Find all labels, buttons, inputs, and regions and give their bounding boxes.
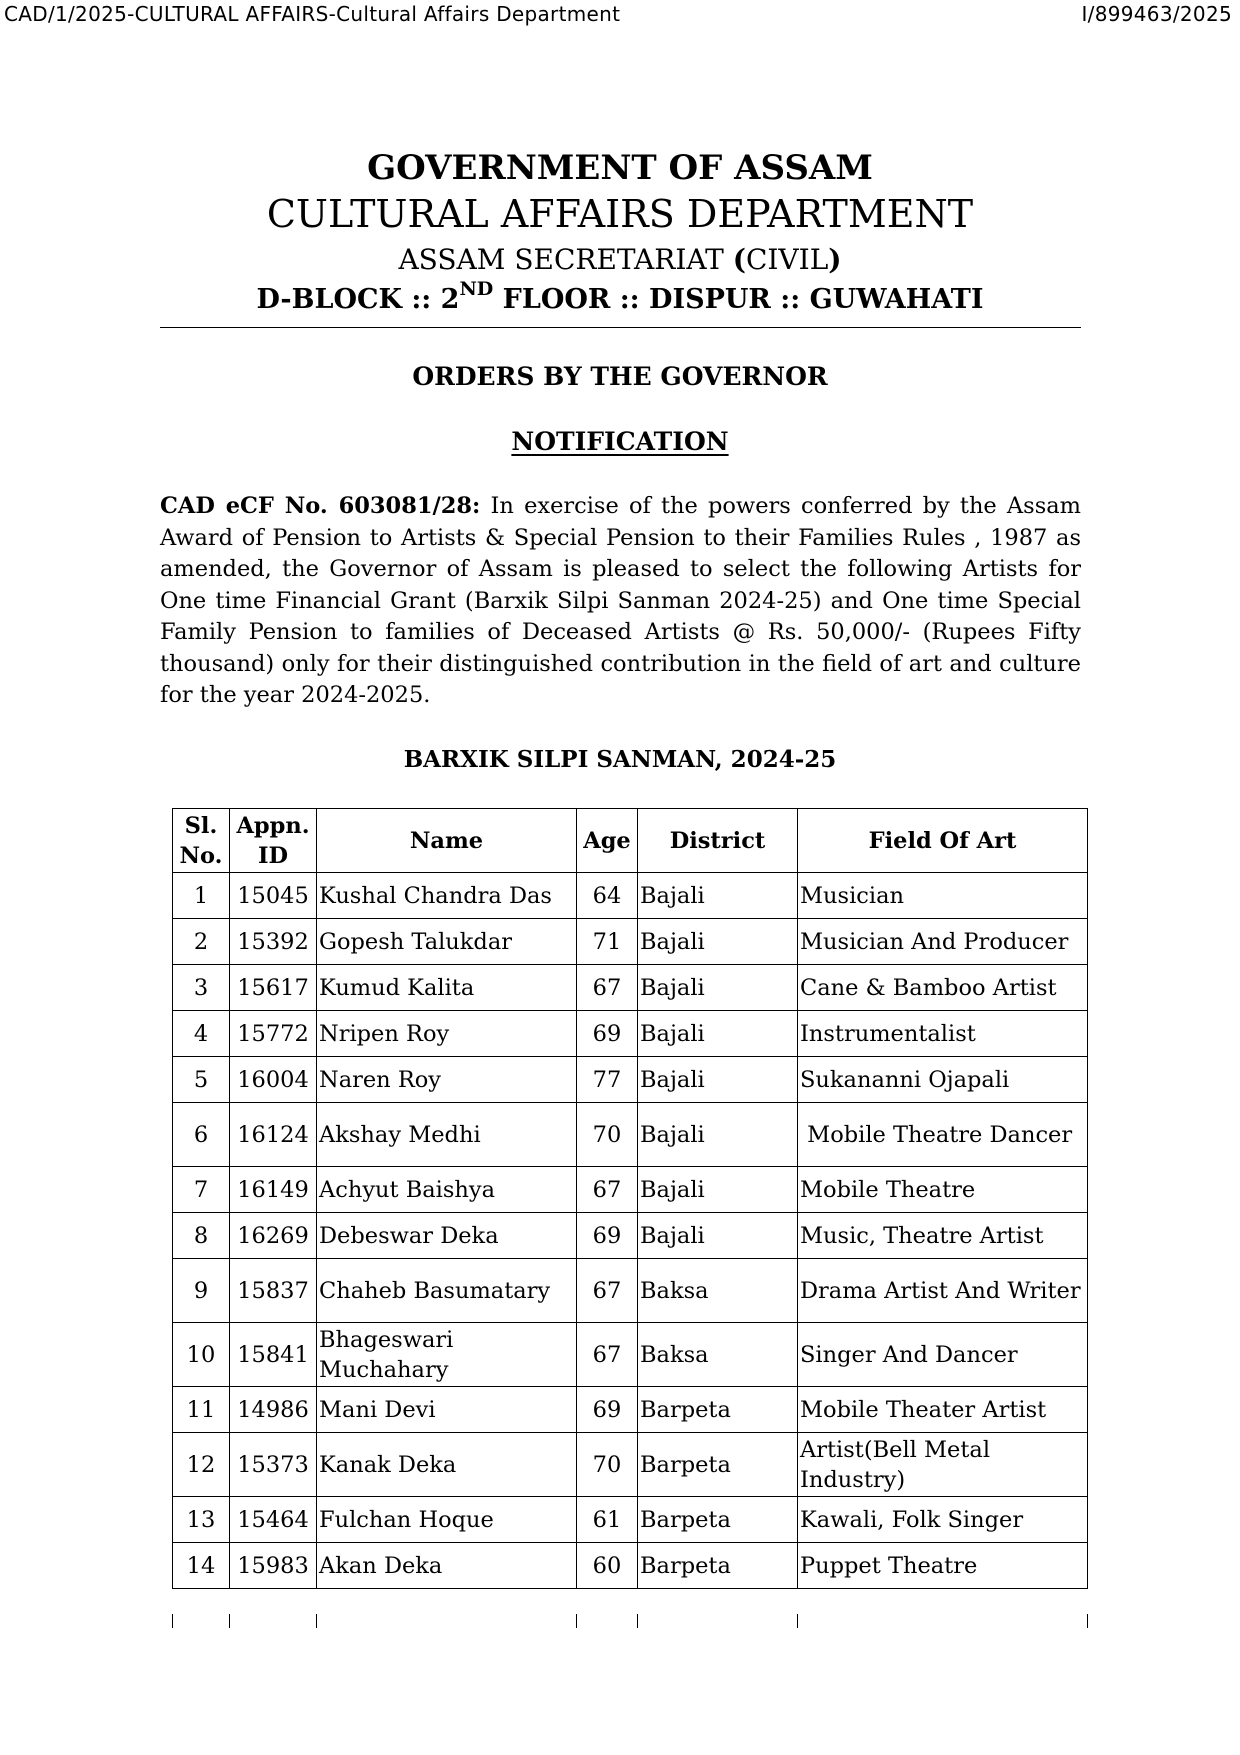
cell-field: Puppet Theatre xyxy=(798,1543,1088,1589)
table-continuation-line xyxy=(316,1614,317,1628)
cell-sl: 7 xyxy=(173,1167,230,1213)
table-header-row xyxy=(173,809,1088,873)
cell-field: Artist(Bell Metal Industry) xyxy=(798,1433,1088,1497)
cell-age: 69 xyxy=(577,1387,638,1433)
cell-age: 70 xyxy=(577,1433,638,1497)
cell-appn-id: 15045 xyxy=(230,873,317,919)
table-row xyxy=(173,1497,1088,1543)
cell-district: Bajali xyxy=(638,1167,798,1213)
cell-age: 67 xyxy=(577,965,638,1011)
cell-field: Singer And Dancer xyxy=(798,1323,1088,1387)
table-title: BARXIK SILPI SANMAN, 2024-25 xyxy=(403,746,837,773)
table-continuation-line xyxy=(1087,1614,1088,1628)
cell-name: Chaheb Basumatary xyxy=(317,1259,577,1323)
cell-appn-id: 16269 xyxy=(230,1213,317,1259)
header-appn-id: Appn. ID xyxy=(230,809,317,873)
cell-appn-id: 15373 xyxy=(230,1433,317,1497)
cell-age: 77 xyxy=(577,1057,638,1103)
cell-sl: 11 xyxy=(173,1387,230,1433)
cell-name: Fulchan Hoque xyxy=(317,1497,577,1543)
cell-appn-id: 15392 xyxy=(230,919,317,965)
cell-sl: 9 xyxy=(173,1259,230,1323)
cell-name: Kushal Chandra Das xyxy=(317,873,577,919)
cell-district: Barpeta xyxy=(638,1433,798,1497)
table-continuation-line xyxy=(229,1614,230,1628)
cell-district: Baksa xyxy=(638,1259,798,1323)
header-field-of-art: Field Of Art xyxy=(798,809,1088,873)
cell-district: Barpeta xyxy=(638,1387,798,1433)
cell-sl: 3 xyxy=(173,965,230,1011)
cell-appn-id: 15772 xyxy=(230,1011,317,1057)
cell-district: Barpeta xyxy=(638,1497,798,1543)
table-continuation-line xyxy=(576,1614,577,1628)
notification-text: In exercise of the powers conferred by the Assam Award of Pension to Artists & Special Pension to their Families Rules , 1987 as amended, the Governor of Assam is pleased to select the following Artists for One time Financial Grant (Barxik Silpi Sanman 2024-25) and One time Special Family Pension to families of Deceased Artists @ Rs. 50,000/- (Rupees Fifty thousand) only for their distinguished contribution in the field of art and culture for the year 2024-2025. xyxy=(160,493,1081,708)
table-row xyxy=(173,1259,1088,1323)
cell-field: Mobile Theatre xyxy=(798,1167,1088,1213)
notification-body xyxy=(160,491,1081,712)
header-name: Name xyxy=(317,809,577,873)
cell-field: Musician xyxy=(798,873,1088,919)
orders-heading: ORDERS BY THE GOVERNOR xyxy=(412,362,828,391)
cell-sl: 4 xyxy=(173,1011,230,1057)
cell-district: Barpeta xyxy=(638,1543,798,1589)
government-title: GOVERNMENT OF ASSAM xyxy=(367,148,873,188)
table-row xyxy=(173,1057,1088,1103)
table-row xyxy=(173,919,1088,965)
cell-age: 61 xyxy=(577,1497,638,1543)
cell-age: 69 xyxy=(577,1213,638,1259)
cell-district: Bajali xyxy=(638,1011,798,1057)
cell-sl: 13 xyxy=(173,1497,230,1543)
letterhead-divider xyxy=(160,327,1081,328)
table-row xyxy=(173,1167,1088,1213)
table-row xyxy=(173,873,1088,919)
secretariat-open-paren: ( xyxy=(732,243,746,276)
cell-field: Instrumentalist xyxy=(798,1011,1088,1057)
cell-sl: 2 xyxy=(173,919,230,965)
notification-reference: CAD eCF No. 603081/28: xyxy=(160,493,481,519)
cell-age: 69 xyxy=(577,1011,638,1057)
cell-appn-id: 15464 xyxy=(230,1497,317,1543)
cell-name: Mani Devi xyxy=(317,1387,577,1433)
cell-name: Bhageswari Muchahary xyxy=(317,1323,577,1387)
cell-name: Debeswar Deka xyxy=(317,1213,577,1259)
cell-district: Baksa xyxy=(638,1323,798,1387)
address-superscript: ND xyxy=(459,278,494,300)
cell-district: Bajali xyxy=(638,1213,798,1259)
cell-age: 60 xyxy=(577,1543,638,1589)
table-row xyxy=(173,965,1088,1011)
cell-name: Kumud Kalita xyxy=(317,965,577,1011)
cell-name: Gopesh Talukdar xyxy=(317,919,577,965)
cell-appn-id: 15617 xyxy=(230,965,317,1011)
cell-field: Kawali, Folk Singer xyxy=(798,1497,1088,1543)
table-row xyxy=(173,1103,1088,1167)
table-row xyxy=(173,1387,1088,1433)
cell-age: 71 xyxy=(577,919,638,965)
cell-appn-id: 16124 xyxy=(230,1103,317,1167)
department-title: CULTURAL AFFAIRS DEPARTMENT xyxy=(266,192,974,236)
document-number: I/899463/2025 xyxy=(1081,2,1232,26)
table-row xyxy=(173,1323,1088,1387)
cell-sl: 5 xyxy=(173,1057,230,1103)
cell-name: Naren Roy xyxy=(317,1057,577,1103)
cell-appn-id: 16149 xyxy=(230,1167,317,1213)
secretariat-civil: CIVIL xyxy=(745,243,829,276)
cell-name: Akshay Medhi xyxy=(317,1103,577,1167)
cell-name: Nripen Roy xyxy=(317,1011,577,1057)
cell-field: Drama Artist And Writer xyxy=(798,1259,1088,1323)
cell-sl: 14 xyxy=(173,1543,230,1589)
header-district: District xyxy=(638,809,798,873)
cell-district: Bajali xyxy=(638,965,798,1011)
cell-field: Music, Theatre Artist xyxy=(798,1213,1088,1259)
cell-sl: 6 xyxy=(173,1103,230,1167)
address-rest: FLOOR :: DISPUR :: GUWAHATI xyxy=(493,284,984,315)
address-block: D-BLOCK :: 2 xyxy=(256,284,460,315)
cell-field: Mobile Theatre Dancer xyxy=(798,1103,1088,1167)
notification-heading: NOTIFICATION xyxy=(511,427,729,456)
artists-table xyxy=(172,808,1088,1589)
table-row xyxy=(173,1543,1088,1589)
cell-sl: 12 xyxy=(173,1433,230,1497)
cell-age: 64 xyxy=(577,873,638,919)
cell-age: 67 xyxy=(577,1323,638,1387)
cell-district: Bajali xyxy=(638,1057,798,1103)
cell-sl: 10 xyxy=(173,1323,230,1387)
cell-field: Cane & Bamboo Artist xyxy=(798,965,1088,1011)
cell-appn-id: 14986 xyxy=(230,1387,317,1433)
secretariat-close-paren: ) xyxy=(828,243,842,276)
table-continuation-line xyxy=(637,1614,638,1628)
secretariat-line xyxy=(160,243,1080,276)
cell-district: Bajali xyxy=(638,873,798,919)
cell-appn-id: 15837 xyxy=(230,1259,317,1323)
table-continuation-line xyxy=(797,1614,798,1628)
cell-sl: 1 xyxy=(173,873,230,919)
cell-name: Kanak Deka xyxy=(317,1433,577,1497)
secretariat-text: ASSAM SECRETARIAT xyxy=(398,243,733,276)
cell-appn-id: 15841 xyxy=(230,1323,317,1387)
cell-field: Sukananni Ojapali xyxy=(798,1057,1088,1103)
cell-appn-id: 15983 xyxy=(230,1543,317,1589)
cell-field: Mobile Theater Artist xyxy=(798,1387,1088,1433)
address-line xyxy=(160,278,1080,315)
cell-field: Musician And Producer xyxy=(798,919,1088,965)
table-continuation-line xyxy=(172,1614,173,1628)
cell-district: Bajali xyxy=(638,1103,798,1167)
file-reference: CAD/1/2025-CULTURAL AFFAIRS-Cultural Affairs Department xyxy=(4,2,621,26)
cell-sl: 8 xyxy=(173,1213,230,1259)
header-sl-no: Sl. No. xyxy=(173,809,230,873)
cell-age: 70 xyxy=(577,1103,638,1167)
cell-district: Bajali xyxy=(638,919,798,965)
table-row xyxy=(173,1011,1088,1057)
cell-age: 67 xyxy=(577,1259,638,1323)
cell-name: Achyut Baishya xyxy=(317,1167,577,1213)
cell-appn-id: 16004 xyxy=(230,1057,317,1103)
cell-name: Akan Deka xyxy=(317,1543,577,1589)
cell-age: 67 xyxy=(577,1167,638,1213)
table-row xyxy=(173,1433,1088,1497)
header-age: Age xyxy=(577,809,638,873)
table-row xyxy=(173,1213,1088,1259)
